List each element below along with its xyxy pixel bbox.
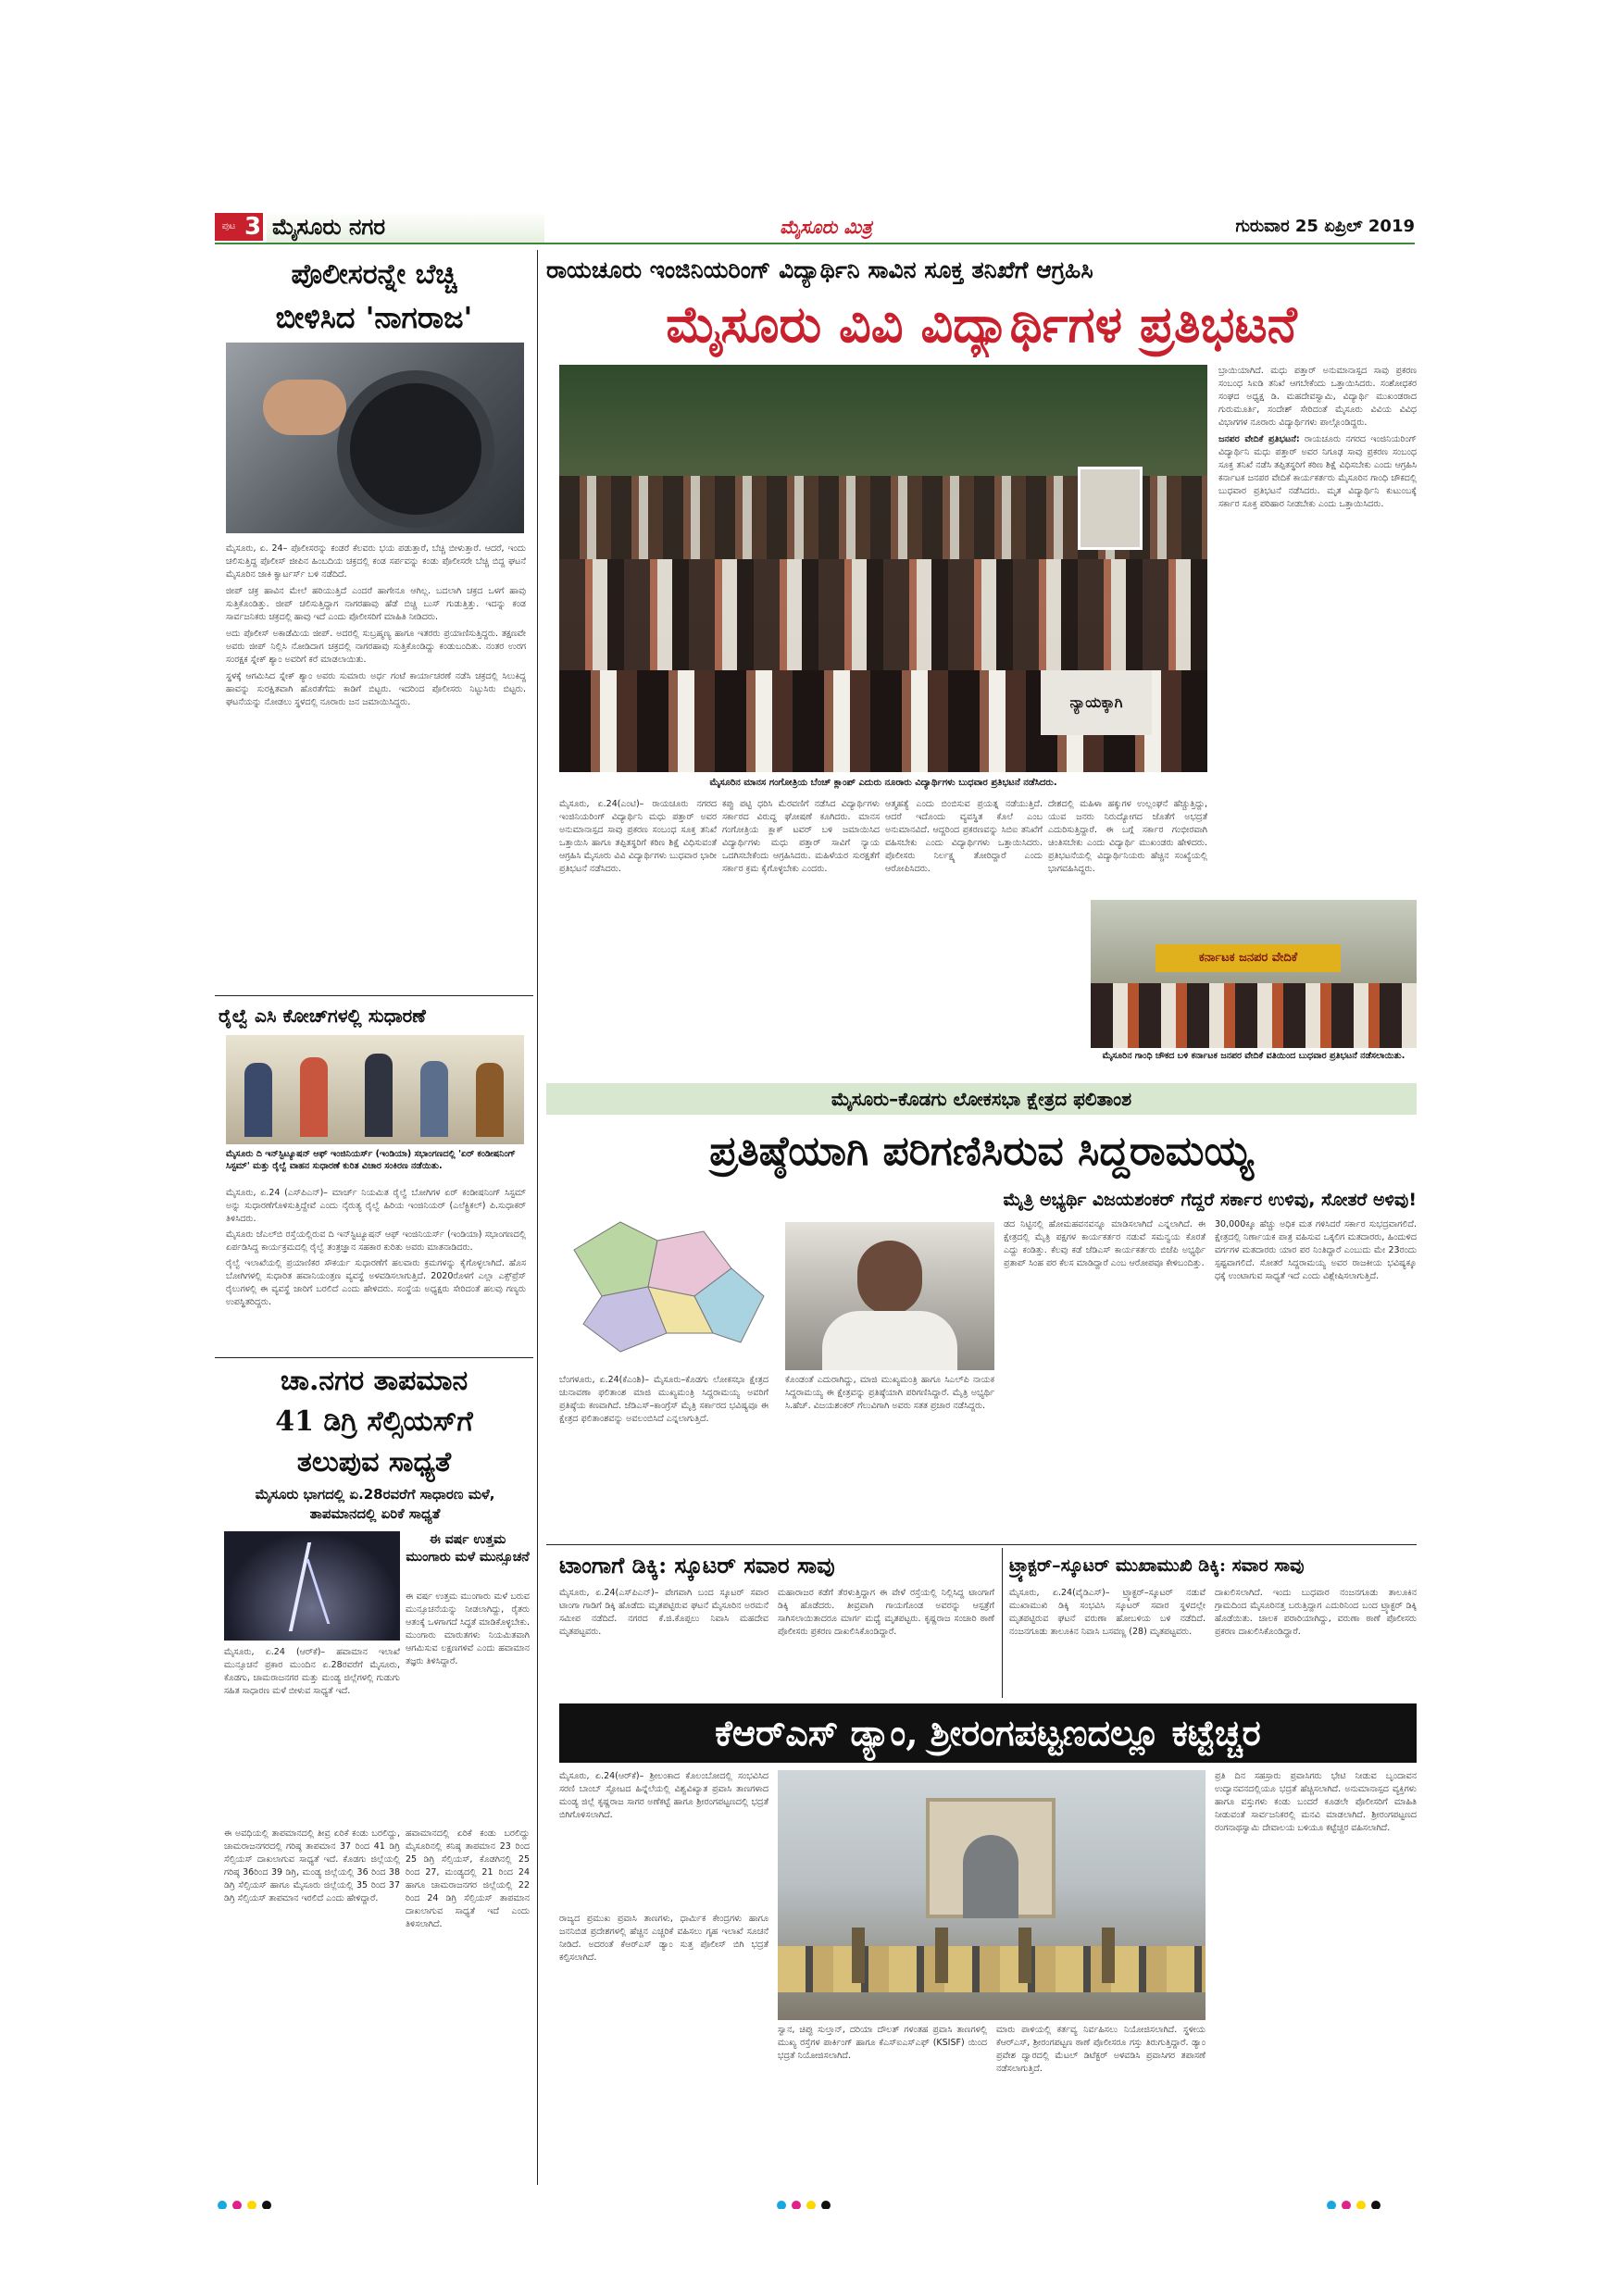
railway-headline: ರೈಲ್ವೆ ಎಸಿ ಕೋಚ್‌ಗಳಲ್ಲಿ ಸುಧಾರಣೆ bbox=[219, 1004, 426, 1027]
railway-body bbox=[226, 1187, 526, 1350]
krs-gate-arch bbox=[963, 1835, 1018, 1918]
police-para-3: ಅದು ಪೊಲೀಸ್ ಅಕಾಡೆಮಿಯ ಜೀಪ್. ಅದರಲ್ಲಿ ಸುಬ್ರಹ್ಮಣ್ಯ ಹಾಗೂ ಇತರರು ಪ್ರಯಾಣಿಸುತ್ತಿದ್ದರು. ತಕ್ಷಣವೇ ಅವರು ಜೀಪ್ ನಿಲ್ಲಿಸಿ ನೋಡಿದಾಗ ಚಕ್ರದಲ್ಲಿ ನಾಗರಹಾವು ಸುತ್ತಿಕೊಂಡಿದ್ದು ಕಂಡುಬಂದಿತು. ನಂತರ ಉರಗ ಸಂರಕ್ಷಕ ಸ್ನೇಕ್ ಶ್ಯಾಂ ಅವರಿಗೆ ಕರೆ ಮಾಡಲಾಯಿತು. bbox=[226, 629, 526, 665]
hand-shape bbox=[263, 380, 346, 435]
issue-date: ಗುರುವಾರ 25 ಏಪ್ರಿಲ್ 2019 bbox=[1235, 217, 1415, 236]
krs-col-2: ರಾಜ್ಯದ ಪ್ರಮುಖ ಪ್ರವಾಸಿ ತಾಣಗಳು, ಧಾರ್ಮಿಕ ಕೇಂದ್ರಗಳು ಹಾಗೂ ಜನನಿಬಿಡ ಪ್ರದೇಶಗಳಲ್ಲಿ ಹೆಚ್ಚಿನ ಎಚ್ಚರಿಕೆ ವಹಿಸಲು ಗೃಹ ಇಲಾಖೆ ಸೂಚನೆ ನೀಡಿದೆ. ಅದರಂತೆ ಕೆಆರ್‌ಎಸ್ ಡ್ಯಾಂ ಸುತ್ತ ಪೊಲೀಸ್ ಬಿಗಿ ಭದ್ರತೆ ಕಲ್ಪಿಸಲಾಗಿದೆ. bbox=[559, 1914, 768, 1963]
paper-logo: ಮೈಸೂರು ಮಿತ್ರ bbox=[780, 216, 872, 238]
temperature-top-rule bbox=[215, 1357, 533, 1358]
page-tag: ಪುಟ bbox=[215, 213, 243, 241]
election-banner: ಮೈಸೂರು–ಕೊಡಗು ಲೋಕಸಭಾ ಕ್ಷೇತ್ರದ ಫಲಿತಾಂಶ bbox=[546, 1083, 1417, 1115]
portrait-placard bbox=[1078, 467, 1143, 550]
lead-right-column bbox=[1218, 365, 1417, 794]
speaker-figure-5 bbox=[476, 1063, 504, 1137]
police-headline-line2: ಬೀಳಿಸಿದ 'ನಾಗರಾಜ' bbox=[275, 300, 473, 335]
lead-headline: ಮೈಸೂರು ವಿವಿ ವಿದ್ಯಾರ್ಥಿಗಳ ಪ್ರತಿಭಟನೆ bbox=[666, 294, 1297, 354]
temp-headline-line1: ಚಾ.ನಗರ ತಾಪಮಾನ bbox=[280, 1365, 468, 1397]
dot-magenta bbox=[232, 2201, 242, 2209]
registration-dots-center bbox=[774, 2196, 867, 2209]
lead-col-3: ಆತ್ಮಹತ್ಯೆ ಎಂದು ಬಿಂಬಿಸುವ ಪ್ರಯತ್ನ ನಡೆಯುತ್ತಿದೆ. ಆದರೆ ಇದೊಂದು ವ್ಯವಸ್ಥಿತ ಕೊಲೆ ಎಂಬ ಅನುಮಾನವಿದೆ. ಆದ್ದರಿಂದ ಪ್ರಕರಣವನ್ನು ಸಿಬಿಐ ತನಿಖೆಗೆ ವಹಿಸಬೇಕು ಎಂದು ವಿದ್ಯಾರ್ಥಿಗಳು ಒತ್ತಾಯಿಸಿದರು. ಪೊಲೀಸರು ನಿರ್ಲಕ್ಷ್ಯ ತೋರಿದ್ದಾರೆ ಎಂದು ಆರೋಪಿಸಿದರು. bbox=[885, 799, 1043, 874]
police-story bbox=[215, 250, 533, 991]
police-headline-line1: ಪೊಲೀಸರನ್ನೇ ಬೆಚ್ಚಿ bbox=[291, 258, 457, 291]
krs-col-3: ಮಾರು ಪಾಳಿಯಲ್ಲಿ ಕರ್ತವ್ಯ ನಿರ್ವಹಿಸಲು ನಿಯೋಜಿಸಲಾಗಿದೆ. ಸ್ಥಳೀಯ ಕೆಆರ್‌ಎಸ್, ಶ್ರೀರಂಗಪಟ್ಟಣ ಠಾಣೆ ಪೊಲೀಸರೂ ಗಸ್ತು ತಿರುಗುತ್ತಿದ್ದಾರೆ. ಡ್ಯಾಂ ಪ್ರವೇಶ ದ್ವಾರದಲ್ಲಿ ಮೆಟಲ್ ಡಿಟೆಕ್ಟರ್ ಅಳವಡಿಸಿ ಪ್ರವಾಸಿಗರ ತಪಾಸಣೆ ನಡೆಸಲಾಗುತ್ತಿದೆ. bbox=[996, 2025, 1206, 2074]
election-col-1: ಬೆಂಗಳೂರು, ಏ.24(ಕೆಎಂಶಿ)– ಮೈಸೂರು–ಕೊಡಗು ಲೋಕಸಭಾ ಕ್ಷೇತ್ರದ ಚುನಾವಣಾ ಫಲಿತಾಂಶ ಮಾಜಿ ಮುಖ್ಯಮಂತ್ರಿ ಸಿದ್ದರಾಮಯ್ಯ ಅವರಿಗೆ ಪ್ರತಿಷ್ಠೆಯ ಕಣವಾಗಿದೆ. ಜೆಡಿಎಸ್–ಕಾಂಗ್ರೆಸ್ ಮೈತ್ರಿ ಸರ್ಕಾರದ ಭವಿಷ್ಯವೂ ಈ ಕ್ಷೇತ್ರದ ಫಲಿತಾಂಶವನ್ನು ಅವಲಂಬಿಸಿದೆ ಎನ್ನಲಾಗುತ್ತಿದೆ. bbox=[559, 1375, 768, 1424]
page-masthead bbox=[215, 211, 1415, 243]
railway-story bbox=[215, 1000, 533, 1352]
protest-photo bbox=[559, 365, 1207, 772]
dot-cyan bbox=[218, 2201, 227, 2209]
speaker-figure-4 bbox=[420, 1061, 448, 1137]
dot-magenta bbox=[1342, 2201, 1351, 2209]
election-col-3: ಡದ ನಿಟ್ಟಿನಲ್ಲಿ ಹೋಮಹವನವನ್ನೂ ಮಾಡಿಸಲಾಗಿದೆ ಎನ್ನಲಾಗಿದೆ. ಈ ಕ್ಷೇತ್ರದಲ್ಲಿ ಮೈತ್ರಿ ಪಕ್ಷಗಳ ಕಾರ್ಯಕರ್ತರ ನಡುವೆ ಸಮನ್ವಯ ಕೊರತೆ ಎದ್ದು ಕಂಡಿತ್ತು. ಕೆಲವು ಕಡೆ ಜೆಡಿಎಸ್ ಕಾರ್ಯಕರ್ತರು ಬಿಜೆಪಿ ಅಭ್ಯರ್ಥಿ ಪ್ರತಾಪ್ ಸಿಂಹ ಪರ ಕೆಲಸ ಮಾಡಿದ್ದಾರೆ ಎಂಬ ಆರೋಪವೂ ಕೇಳಿಬಂದಿತ್ತು. bbox=[1004, 1219, 1206, 1268]
portrait-body bbox=[822, 1311, 957, 1370]
registration-dots-right bbox=[1324, 2196, 1417, 2209]
tyre-shape bbox=[337, 370, 494, 528]
election-col-4: 30,000ಕ್ಕೂ ಹೆಚ್ಚು ಅಧಿಕ ಮತ ಗಳಿಸಿದರೆ ಸರ್ಕಾರ ಸುಭದ್ರವಾಗಲಿದೆ. ಕ್ಷೇತ್ರದಲ್ಲಿ ನಿರ್ಣಾಯಕ ಪಾತ್ರ ವಹಿಸುವ ಒಕ್ಕಲಿಗ ಮತದಾರರು, ಹಿಂದುಳಿದ ವರ್ಗಗಳ ಮತದಾರರು ಯಾರ ಪರ ನಿಂತಿದ್ದಾರೆ ಎಂಬುದು ಮೇ 23ರಂದು ಸ್ಪಷ್ಟವಾಗಲಿದೆ. ಸೋತರೆ ಸಿದ್ದರಾಮಯ್ಯ ಅವರ ರಾಜಕೀಯ ಭವಿಷ್ಯಕ್ಕೂ ಧಕ್ಕೆ ಉಂಟಾಗುವ ಸಾಧ್ಯತೆ ಇದೆ ಎಂದು ವಿಶ್ಲೇಷಿಸಲಾಗುತ್ತಿದೆ. bbox=[1215, 1219, 1417, 1281]
dot-yellow bbox=[247, 2201, 256, 2209]
temp-headline-line2: 41 ಡಿಗ್ರಿ ಸೆಲ್ಸಿಯಸ್‌ಗೆ bbox=[275, 1405, 473, 1438]
tonga-col-1: ಮೈಸೂರು, ಏ.24(ಎಸ್‌ಪಿಎನ್)– ವೇಗವಾಗಿ ಬಂದ ಸ್ಕೂಟರ್ ಸವಾರ ಟಾಂಗಾ ಗಾಡಿಗೆ ಡಿಕ್ಕಿ ಹೊಡೆದು ಮೃತಪಟ್ಟಿರುವ ಘಟನೆ ಮೈಸೂರಿನ ಅರಮನೆ ಸಮೀಪ ನಡೆದಿದೆ. ನಗರದ ಕೆ.ಜಿ.ಕೊಪ್ಪಲು ನಿವಾಸಿ ಮಹದೇವ ಮೃತಪಟ್ಟವರು. bbox=[559, 1588, 768, 1637]
railway-para-1: ಮೈಸೂರು, ಏ.24 (ಎಸ್‌ಪಿಎನ್)– ಮಾರ್ಚ್ ನಿಯಮಿತ ರೈಲ್ವೆ ಬೋಗಿಗಳ ಏರ್ ಕಂಡೀಷನಿಂಗ್ ಸಿಸ್ಟಮ್ ಅನ್ನು ಸುಧಾರಣೆಗೊಳಿಸುತ್ತಿದ್ದೇವೆ ಎಂದು ನೈರುತ್ಯ ರೈಲ್ವೆ ಹಿರಿಯ ಇಂಜಿನಿಯರ್ (ಎಲೆಕ್ಟ್ರಿಕಲ್) ಪಿ.ಸುಧಾಕರ್ ತಿಳಿಸಿದರು. bbox=[226, 1188, 526, 1224]
krs-col-1: ಮೈಸೂರು, ಏ.24(ಆರ್‌ಕೆ)– ಶ್ರೀಲಂಕಾದ ಕೊಲಂಬೋದಲ್ಲಿ ಸಂಭವಿಸಿದ ಸರಣಿ ಬಾಂಬ್ ಸ್ಫೋಟದ ಹಿನ್ನೆಲೆಯಲ್ಲಿ ವಿಶ್ವವಿಖ್ಯಾತ ಪ್ರವಾಸಿ ತಾಣಗಳಾದ ಮಂಡ್ಯ ಜಿಲ್ಲೆ ಕೃಷ್ಣರಾಜ ಸಾಗರ ಅಣೆಕಟ್ಟೆ ಹಾಗೂ ಶ್ರೀರಂಗಪಟ್ಟಣದಲ್ಲಿ ಭದ್ರತೆ ಬಿಗಿಗೊಳಿಸಲಾಗಿದೆ. bbox=[559, 1771, 768, 1820]
lead-kicker: ರಾಯಚೂರು ಇಂಜಿನಿಯರಿಂಗ್ ವಿದ್ಯಾರ್ಥಿನಿ ಸಾವಿನ ಸೂಕ್ತ ತನಿಖೆಗೆ ಆಗ್ರಹಿಸಿ bbox=[546, 256, 1093, 283]
police-para-4: ಸ್ಥಳಕ್ಕೆ ಆಗಮಿಸಿದ ಸ್ನೇಕ್ ಶ್ಯಾಂ ಅವರು ಸುಮಾರು ಅರ್ಧ ಗಂಟೆ ಕಾರ್ಯಾಚರಣೆ ನಡೆಸಿ ಚಕ್ರದಲ್ಲಿ ಸಿಲುಕಿದ್ದ ಹಾವನ್ನು ಸುರಕ್ಷಿತವಾಗಿ ಹೊರತೆಗೆದು ಕಾಡಿಗೆ ಬಿಟ್ಟರು. ಇದರಿಂದ ಪೊಲೀಸರು ನಿಟ್ಟುಸಿರು ಬಿಟ್ಟರು. ಘಟನೆಯನ್ನು ನೋಡಲು ಸ್ಥಳದಲ್ಲಿ ನೂರಾರು ಜನ ಜಮಾಯಿಸಿದ್ದರು. bbox=[226, 671, 526, 707]
dot-black bbox=[262, 2201, 271, 2209]
lead-right-subhead: ಜನಪರ ವೇದಿಕೆ ಪ್ರತಿಭಟನೆ: bbox=[1218, 434, 1300, 444]
snake-photo bbox=[226, 343, 524, 533]
speaker-figure-1 bbox=[244, 1063, 272, 1137]
temp-body-left bbox=[224, 1646, 400, 1824]
dot-cyan bbox=[1327, 2201, 1336, 2209]
dot-black bbox=[1371, 2201, 1380, 2209]
election-headline: ಪ್ರತಿಷ್ಠೆಯಾಗಿ ಪರಿಗಣಿಸಿರುವ ಸಿದ್ದರಾಮಯ್ಯ bbox=[709, 1128, 1254, 1175]
speaker-figure-2 bbox=[300, 1057, 328, 1137]
railway-caption: ಮೈಸೂರು ದಿ ಇನ್‌ಸ್ಟಿಟ್ಯೂಷನ್ ಆಫ್ ಇಂಜಿನಿಯರ್ಸ್ (ಇಂಡಿಯಾ) ಸಭಾಂಗಣದಲ್ಲಿ 'ಏರ್ ಕಂಡೀಷನಿಂಗ್ ಸಿಸ್ಟಮ್' ಮತ್ತು ರೈಲ್ವೆ ವಾಹನ ಸುಧಾರಣೆ ಕುರಿತ ವಿಚಾರ ಸಂಕಿರಣ ನಡೆಯಿತು. bbox=[226, 1149, 516, 1171]
lightning-photo bbox=[224, 1531, 400, 1641]
temp-para-3: ಹವಾಮಾನದಲ್ಲಿ ಏರಿಕೆ ಕಂಡು ಬರಲಿದ್ದು ಮೈಸೂರಿನಲ್ಲಿ ಕನಿಷ್ಠ ತಾಪಮಾನ 23 ರಿಂದ 25 ಡಿಗ್ರಿ ಸೆಲ್ಸಿಯಸ್, ಕೊಡಗಿನಲ್ಲಿ 25 ರಿಂದ 27, ಮಂಡ್ಯದಲ್ಲಿ 21 ರಿಂದ 24 ಹಾಗೂ ಚಾಮರಾಜನಗರ ಜಿಲ್ಲೆಯಲ್ಲಿ 22 ರಿಂದ 24 ಡಿಗ್ರಿ ಸೆಲ್ಸಿಯಸ್ ತಾಪಮಾನ ದಾಖಲಾಗುವ ಸಾಧ್ಯತೆ ಇದೆ ಎಂದು ತಿಳಿಸಲಾಗಿದೆ. bbox=[406, 1828, 530, 1929]
dot-magenta bbox=[792, 2201, 801, 2209]
tonga-col-2: ಮಹಾರಾಜರ ಕಡೆಗೆ ತೆರಳುತ್ತಿದ್ದಾಗ ಈ ವೇಳೆ ರಸ್ತೆಯಲ್ಲಿ ನಿಲ್ಲಿಸಿದ್ದ ಟಾಂಗಾಗೆ ಡಿಕ್ಕಿ ಹೊಡೆದರು. ತೀವ್ರವಾಗಿ ಗಾಯಗೊಂಡ ಅವರನ್ನು ಆಸ್ಪತ್ರೆಗೆ ಸಾಗಿಸಲಾಯಿತಾದರೂ ಮಾರ್ಗ ಮಧ್ಯೆ ಮೃತಪಟ್ಟರು. ಕೃಷ್ಣರಾಜ ಸಂಚಾರಿ ಠಾಣೆ ಪೊಲೀಸರು ಪ್ರಕರಣ ದಾಖಲಿಸಿಕೊಂಡಿದ್ದಾರೆ. bbox=[778, 1588, 994, 1637]
tractor-col-1: ಮೈಸೂರು, ಏ.24(ವೈಡಿಎಸ್)– ಟ್ರ್ಯಾಕ್ಟರ್–ಸ್ಕೂಟರ್ ನಡುವೆ ಮುಖಾಮುಖಿ ಡಿಕ್ಕಿ ಸಂಭವಿಸಿ ಸ್ಕೂಟರ್ ಸವಾರ ಸ್ಥಳದಲ್ಲೇ ಮೃತಪಟ್ಟಿರುವ ಘಟನೆ ವರುಣಾ ಹೋಬಳಿಯ ಬಳಿ ನಡೆದಿದೆ. ನಂಜನಗೂಡು ತಾಲೂಕಿನ ನಿವಾಸಿ ಬಸವಣ್ಣ (28) ಮೃತಪಟ್ಟವರು. bbox=[1009, 1588, 1206, 1637]
lead-right-para-1: ಬ್ರಾಯಿಯಾಗಿದೆ. ಮಧು ಪತ್ತಾರ್ ಅನುಮಾನಾಸ್ಪದ ಸಾವು ಪ್ರಕರಣ ಸಂಬಂಧ ಸಿಐಡಿ ತನಿಖೆ ಆಗಬೇಕೆಂದು ಒತ್ತಾಯಿಸಿದರು. ಸಂಶೋಧಕರ ಸಂಘದ ಅಧ್ಯಕ್ಷ ಡಿ. ಮಹದೇವಸ್ವಾಮಿ, ವಿದ್ಯಾರ್ಥಿ ಮುಖಂಡರಾದ ಗುರುಮೂರ್ತಿ, ಸಂದೇಶ್ ಸೇರಿದಂತೆ ಮೈಸೂರು ವಿವಿಯ ವಿವಿಧ ವಿಭಾಗಗಳ ನೂರಾರು ವಿದ್ಯಾರ್ಥಿಗಳು ಪಾಲ್ಗೊಂಡಿದ್ದರು. bbox=[1218, 366, 1417, 428]
krs-headline: ಕೆಆರ್‌ಎಸ್ ಡ್ಯಾಂ, ಶ್ರೀರಂಗಪಟ್ಟಣದಲ್ಲೂ ಕಟ್ಟೆಚ್ಚರ bbox=[559, 1703, 1417, 1763]
election-col-2: ಕೊಂಡಂತೆ ಎದುರಾಗಿದ್ದು, ಮಾಜಿ ಮುಖ್ಯಮಂತ್ರಿ ಹಾಗೂ ಸಿಎಲ್‌ಪಿ ನಾಯಕ ಸಿದ್ದರಾಮಯ್ಯ ಈ ಕ್ಷೇತ್ರವನ್ನು ಪ್ರತಿಷ್ಠೆಯಾಗಿ ಪರಿಗಣಿಸಿದ್ದಾರೆ. ಮೈತ್ರಿ ಅಭ್ಯರ್ಥಿ ಸಿ.ಹೆಚ್. ವಿಜಯಶಂಕರ್ ಗೆಲುವಿಗಾಗಿ ಅವರು ಸತತ ಪ್ರಚಾರ ನಡೆಸಿದ್ದರು. bbox=[785, 1375, 994, 1411]
police-officers bbox=[815, 1928, 1167, 1983]
section-title: ಮೈಸೂರು ನಗರ bbox=[267, 211, 544, 243]
police-para-2: ಜೀಪ್ ಚಕ್ರ ಹಾವಿನ ಮೇಲೆ ಹರಿಯುತ್ತಿದೆ ಎಂದರೆ ಹಾಗೇನೂ ಆಗಿಲ್ಲ. ಬದಲಾಗಿ ಚಕ್ರದ ಒಳಗೆ ಹಾವು ಸುತ್ತಿಕೊಂಡಿತ್ತು. ಜೀಪ್ ಚಲಿಸುತ್ತಿದ್ದಾಗ ನಾಗರಹಾವು ಹೆಡೆ ಬಿಚ್ಚಿ ಬುಸ್ ಗುಡುತ್ತಿತ್ತು. ಇದನ್ನು ಕಂಡ ಸಾರ್ವಜನಿಕರು ಚಕ್ರದಲ್ಲಿ ಹಾವು ಇದೆ ಎಂದು ಪೊಲೀಸರಿಗೆ ಮಾಹಿತಿ ನೀಡಿದರು. bbox=[226, 586, 526, 622]
krs-photo bbox=[778, 1770, 1206, 2020]
page-number: 3 bbox=[244, 213, 262, 241]
lead-right-para-2: ರಾಯಚೂರು ನಗರದ ಇಂಜಿನಿಯರಿಂಗ್ ವಿದ್ಯಾರ್ಥಿನಿ ಮಧು ಪತ್ತಾರ್ ಅವರ ನಿಗೂಢ ಸಾವು ಪ್ರಕರಣ ಸಂಬಂಧ ಸೂಕ್ತ ತನಿಖೆ ನಡೆಸಿ ತಪ್ಪಿತಸ್ಥರಿಗೆ ಕಠಿಣ ಶಿಕ್ಷೆ ವಿಧಿಸಬೇಕು ಎಂದು ಆಗ್ರಹಿಸಿ ಕರ್ನಾಟಕ ಜನಪರ ವೇದಿಕೆ ಕಾರ್ಯಕರ್ತರು ಮೈಸೂರಿನ ಗಾಂಧಿ ಚೌಕದಲ್ಲಿ ಬುಧವಾರ ಪ್ರತಿಭಟನೆ ನಡೆಸಿದರು. ಮೃತ ವಿದ್ಯಾರ್ಥಿನಿ ಕುಟುಂಬಕ್ಕೆ ಸರ್ಕಾರ ಸೂಕ್ತ ಪರಿಹಾರ ನೀಡಬೇಕು ಎಂದು ಒತ್ತಾಯಿಸಿದರು. bbox=[1218, 434, 1417, 509]
lead-col-1: ಮೈಸೂರು, ಏ.24(ಎಂಟಿ)– ರಾಯಚೂರು ನಗರದ ಇಂಜಿನಿಯರಿಂಗ್ ವಿದ್ಯಾರ್ಥಿನಿ ಮಧು ಪತ್ತಾರ್ ಅವರ ಅನುಮಾನಾಸ್ಪದ ಸಾವು ಪ್ರಕರಣ ಸಂಬಂಧ ಸೂಕ್ತ ತನಿಖೆ ಒತ್ತಾಯಿಸಿ ಹಾಗೂ ತಪ್ಪಿತಸ್ಥರಿಗೆ ಕಠಿಣ ಶಿಕ್ಷೆ ವಿಧಿಸುವಂತೆ ಆಗ್ರಹಿಸಿ ಮೈಸೂರು ವಿವಿ ವಿದ್ಯಾರ್ಥಿಗಳು ಬುಧವಾರ ಭಾರೀ ಪ್ರತಿಭಟನೆ ನಡೆಸಿದರು. bbox=[559, 799, 717, 874]
dot-cyan bbox=[777, 2201, 786, 2209]
lightning-bolt-branch bbox=[306, 1559, 331, 1624]
temp-headline-line3: ತಲುಪುವ ಸಾಧ್ಯತೆ bbox=[296, 1446, 452, 1479]
railway-para-2: ಮೈಸೂರು ಜೆಎಲ್‌ಬಿ ರಸ್ತೆಯಲ್ಲಿರುವ ದಿ ಇನ್‌ಸ್ಟಿಟ್ಯೂಷನ್ ಆಫ್ ಇಂಜಿನಿಯರ್ಸ್ (ಇಂಡಿಯಾ) ಸಭಾಂಗಣದಲ್ಲಿ ಏರ್ಪಡಿಸಿದ್ದ ಕಾರ್ಯಕ್ರಮದಲ್ಲಿ ರೈಲ್ವೆ ತಂತ್ರಜ್ಞಾನ ಸಹಕಾರ ಕುರಿತು ಅವರು ಮಾತನಾಡಿದರು. bbox=[226, 1229, 526, 1253]
temp-para-1: ಮೈಸೂರು, ಏ.24 (ಆರ್‌ಕೆ)– ಹವಾಮಾನ ಇಲಾಖೆ ಮುನ್ಸೂಚನೆ ಪ್ರಕಾರ ಮುಂದಿನ ಏ.28ರವರೆಗೆ ಮೈಸೂರು, ಕೊಡಗು, ಚಾಮರಾಜನಗರ ಮತ್ತು ಮಂಡ್ಯ ಜಿಲ್ಲೆಗಳಲ್ಲಿ ಗುಡುಗು ಸಹಿತ ಸಾಧಾರಣ ಮಳೆ ಬೀಳುವ ಸಾಧ್ಯತೆ ಇದೆ. bbox=[224, 1647, 400, 1696]
railway-photo bbox=[226, 1035, 524, 1144]
temp-body-right bbox=[406, 1828, 530, 2179]
railway-top-rule bbox=[215, 995, 533, 996]
temp-body-continued bbox=[224, 1828, 400, 2179]
tonga-headline: ಟಾಂಗಾಗೆ ಡಿಕ್ಕಿ: ಸ್ಕೂಟರ್ ಸವಾರ ಸಾವು bbox=[559, 1552, 835, 1578]
krs-col-4: ಪ್ರತಿ ದಿನ ಸಹಸ್ರಾರು ಪ್ರವಾಸಿಗರು ಭೇಟಿ ನೀಡುವ ಬೃಂದಾವನ ಉದ್ಯಾನವನದಲ್ಲಿಯೂ ಭದ್ರತೆ ಹೆಚ್ಚಿಸಲಾಗಿದೆ. ಅನುಮಾನಾಸ್ಪದ ವ್ಯಕ್ತಿಗಳು ಹಾಗೂ ವಸ್ತುಗಳು ಕಂಡು ಬಂದರೆ ಕೂಡಲೇ ಪೊಲೀಸರಿಗೆ ಮಾಹಿತಿ ನೀಡುವಂತೆ ಸಾರ್ವಜನಿಕರಲ್ಲಿ ಮನವಿ ಮಾಡಲಾಗಿದೆ. ಶ್ರೀರಂಗಪಟ್ಟಣದ ರಂಗನಾಥಸ್ವಾಮಿ ದೇವಾಲಯ ಬಳಿಯೂ ಕಟ್ಟೆಚ್ಚರ ವಹಿಸಲಾಗಿದೆ. bbox=[1215, 1771, 1417, 1833]
police-para-1: ಮೈಸೂರು, ಏ. 24– ಪೊಲೀಸರನ್ನು ಕಂಡರೆ ಕೆಲವರು ಭಯ ಪಡುತ್ತಾರೆ, ಬೆಚ್ಚಿ ಬೀಳುತ್ತಾರೆ. ಆದರೆ, ಇಂದು ಚಲಿಸುತ್ತಿದ್ದ ಪೊಲೀಸ್ ಜೀಪಿನ ಹಿಂಬದಿಯ ಚಕ್ರದಲ್ಲಿ ಕಂಡ ಸರ್ಪವನ್ನು ಕಂಡು ಪೊಲೀಸರೇ ಬೆಚ್ಚಿ ಬಿದ್ದ ಘಟನೆ ಮೈಸೂರಿನ ಜಾಕಿ ಕ್ವಾರ್ಟರ್ಸ್ ಬಳಿ ನಡೆದಿದೆ. bbox=[226, 543, 526, 580]
election-subhead: ಮೈತ್ರಿ ಅಭ್ಯರ್ಥಿ ವಿಜಯಶಂಕರ್ ಗೆದ್ದರೆ ಸರ್ಕಾರ ಉಳಿವು, ಸೋತರೆ ಅಳಿವು! bbox=[1003, 1190, 1417, 1210]
police-body bbox=[226, 543, 526, 987]
lightning-bolt bbox=[289, 1542, 311, 1631]
masthead-rule bbox=[215, 243, 1415, 244]
temp-subhead: ಮೈಸೂರು ಭಾಗದಲ್ಲಿ ಏ.28ರವರೆಗೆ ಸಾಧಾರಣ ಮಳೆ, ತಾಪಮಾನದಲ್ಲಿ ಏರಿಕೆ ಸಾಧ್ಯತೆ bbox=[255, 1486, 495, 1522]
map-region-1 bbox=[574, 1222, 657, 1296]
accidents-top-rule bbox=[546, 1544, 1417, 1545]
monsoon-sidebar-body: ಈ ವರ್ಷ ಉತ್ತಮ ಮುಂಗಾರು ಮಳೆ ಬರುವ ಮುನ್ಸೂಚನೆಯನ್ನು ನೀಡಲಾಗಿದ್ದು, ರೈತರು ಆತಂಕ್ಕೆ ಒಳಗಾಗದೆ ಸಿದ್ಧತೆ ಮಾಡಿಕೊಳ್ಳಬೇಕು. ಮುಂಗಾರು ಮಾರುತಗಳು ನಿಯಮಿತವಾಗಿ ಆಗಮಿಸುವ ಲಕ್ಷಣಗಳಿವೆ ಎಂದು ಹವಾಮಾನ ತಜ್ಞರು ತಿಳಿಸಿದ್ದಾರೆ. bbox=[406, 1591, 530, 1666]
inset-caption: ಮೈಸೂರಿನ ಗಾಂಧಿ ಚೌಕದ ಬಳಿ ಕರ್ನಾಟಕ ಜನಪರ ವೇದಿಕೆ ವತಿಯಿಂದ ಬುಧವಾರ ಪ್ರತಿಭಟನೆ ನಡೆಸಲಾಯಿತು. bbox=[1102, 1051, 1405, 1061]
accidents-divider bbox=[1002, 1548, 1003, 1698]
dot-yellow bbox=[1356, 2201, 1366, 2209]
tractor-headline: ಟ್ರ್ಯಾಕ್ಟರ್–ಸ್ಕೂಟರ್ ಮುಖಾಮುಖಿ ಡಿಕ್ಕಿ: ಸವಾರ ಸಾವು bbox=[1009, 1555, 1305, 1576]
constituency-map-svg bbox=[556, 1194, 778, 1370]
lead-col-4: ದೇಶದಲ್ಲಿ ಮಹಿಳಾ ಹಕ್ಕುಗಳ ಉಲ್ಲಂಘನೆ ಹೆಚ್ಚುತ್ತಿದ್ದು, ಯುವ ಜನರು ನಿರುದ್ಯೋಗದ ಜೊತೆಗೆ ಅಭದ್ರತೆ ಎದುರಿಸುತ್ತಿದ್ದಾರೆ. ಈ ಬಗ್ಗೆ ಸರ್ಕಾರ ಗಂಭೀರವಾಗಿ ಚಿಂತಿಸಬೇಕು ಎಂದು ವಿದ್ಯಾರ್ಥಿ ಮುಖಂಡರು ಹೇಳಿದರು. ಪ್ರತಿಭಟನೆಯಲ್ಲಿ ವಿದ್ಯಾರ್ಥಿನಿಯರು ಹೆಚ್ಚಿನ ಸಂಖ್ಯೆಯಲ್ಲಿ ಭಾಗವಹಿಸಿದ್ದರು. bbox=[1048, 799, 1207, 874]
registration-dots-left bbox=[215, 2196, 307, 2209]
railway-para-3: ರೈಲ್ವೆ ಇಲಾಖೆಯಲ್ಲಿ ಪ್ರಯಾಣಿಕರ ಸೌಕರ್ಯ ಸುಧಾರಣೆಗೆ ಹಲವಾರು ಕ್ರಮಗಳನ್ನು ಕೈಗೊಳ್ಳಲಾಗಿದೆ. ಹೊಸ ಬೋಗಿಗಳಲ್ಲಿ ಸುಧಾರಿತ ಹವಾನಿಯಂತ್ರಣ ವ್ಯವಸ್ಥೆ ಅಳವಡಿಸಲಾಗುತ್ತಿದೆ. 2020ರೊಳಗೆ ಎಲ್ಲಾ ಎಕ್ಸ್‌ಪ್ರೆಸ್ ರೈಲುಗಳಲ್ಲಿ ಈ ವ್ಯವಸ್ಥೆ ಜಾರಿಗೆ ಬರಲಿದೆ ಎಂದು ಹೇಳಿದರು. ಸಂಸ್ಥೆಯ ಅಧ್ಯಕ್ಷರು ಸೇರಿದಂತೆ ಹಲವು ಗಣ್ಯರು ಉಪಸ್ಥಿತರಿದ್ದರು. bbox=[226, 1258, 526, 1307]
portrait-head bbox=[857, 1241, 922, 1315]
placard: ನ್ಯಾಯಕ್ಕಾಗಿ bbox=[1041, 670, 1152, 735]
constituency-map bbox=[556, 1194, 778, 1370]
dot-black bbox=[821, 2201, 831, 2209]
dot-yellow bbox=[806, 2201, 816, 2209]
tractor-col-2: ದಾಖಲಿಸಲಾಗಿದೆ. ಇಂದು ಬುಧವಾರ ನಂಜನಗೂಡು ತಾಲೂಕಿನ ಗ್ರಾಮದಿಂದ ಮೈಸೂರಿನತ್ತ ಬರುತ್ತಿದ್ದಾಗ ಎದುರಿನಿಂದ ಬಂದ ಟ್ರ್ಯಾಕ್ಟರ್ ಡಿಕ್ಕಿ ಹೊಡೆಯಿತು. ಚಾಲಕ ಪರಾರಿಯಾಗಿದ್ದು, ವರುಣಾ ಠಾಣೆ ಪೊಲೀಸರು ಪ್ರಕರಣ ದಾಖಲಿಸಿಕೊಂಡಿದ್ದಾರೆ. bbox=[1215, 1588, 1417, 1637]
siddaramaiah-photo bbox=[785, 1222, 994, 1370]
krs-photo-caption: ಸ್ವಾನ, ಚಿಪ್ಪು ಸುಲ್ತಾನ್, ದರಿಯಾ ದೌಲತ್ ಗಳಂತಹ ಪ್ರವಾಸಿ ತಾಣಗಳಲ್ಲಿ ಮುಖ್ಯ ರಸ್ತೆಗಳ ಪಾರ್ಕಿಂಗ್ ಹಾಗೂ ಕೆಎಸ್‌ಐಎಸ್‌ಎಫ್ (KSISF) ಯಿಂದ ಭದ್ರತೆ ನಿಯೋಜಿಸಲಾಗಿದೆ. bbox=[778, 2025, 987, 2061]
lead-col-2: ಕಪ್ಪು ಪಟ್ಟಿ ಧರಿಸಿ ಮೆರವಣಿಗೆ ನಡೆಸಿದ ವಿದ್ಯಾರ್ಥಿಗಳು ಸರ್ಕಾರದ ವಿರುದ್ಧ ಘೋಷಣೆ ಕೂಗಿದರು. ಮಾನಸ ಗಂಗೋತ್ರಿಯ ಕ್ಲಾಕ್ ಟವರ್ ಬಳಿ ಜಮಾಯಿಸಿದ ವಿದ್ಯಾರ್ಥಿಗಳು ಮಧು ಪತ್ತಾರ್ ಸಾವಿಗೆ ನ್ಯಾಯ ಒದಗಿಸಬೇಕೆಂದು ಆಗ್ರಹಿಸಿದರು. ಮಹಿಳೆಯರ ಸುರಕ್ಷತೆಗೆ ಸರ್ಕಾರ ಕ್ರಮ ಕೈಗೊಳ್ಳಬೇಕು ಎಂದರು. bbox=[722, 799, 880, 874]
crowd-band-2 bbox=[559, 559, 1207, 670]
monsoon-sidebar bbox=[406, 1531, 530, 1820]
inset-protest-photo bbox=[1091, 900, 1417, 1048]
speaker-figure-3 bbox=[365, 1054, 393, 1137]
monsoon-sidebar-title: ಈ ವರ್ಷ ಉತ್ತಮ ಮುಂಗಾರು ಮಳೆ ಮುನ್ಸೂಚನೆ bbox=[406, 1532, 530, 1565]
protest-photo-caption: ಮೈಸೂರಿನ ಮಾನಸ ಗಂಗೋತ್ರಿಯ ಬೆಂಚ್ ಕ್ಲಾಂಪ್ ಎದುರು ನೂರಾರು ವಿದ್ಯಾರ್ಥಿಗಳು ಬುಧವಾರ ಪ್ರತಿಭಟನೆ ನಡೆಸಿದರು. bbox=[709, 778, 1057, 788]
temp-para-2: ಈ ಅವಧಿಯಲ್ಲಿ ತಾಪಮಾನದಲ್ಲಿ ತೀವ್ರ ಏರಿಕೆ ಕಂಡು ಬರಲಿದ್ದು, ಚಾಮರಾಜನಗರದಲ್ಲಿ ಗರಿಷ್ಠ ತಾಪಮಾನ 37 ರಿಂದ 41 ಡಿಗ್ರಿ ಸೆಲ್ಸಿಯಸ್ ದಾಖಲಾಗುವ ಸಾಧ್ಯತೆ ಇದೆ. ಕೊಡಗು ಜಿಲ್ಲೆಯಲ್ಲಿ ಗರಿಷ್ಠ 36ರಿಂದ 39 ಡಿಗ್ರಿ, ಮಂಡ್ಯ ಜಿಲ್ಲೆಯಲ್ಲಿ 36 ರಿಂದ 38 ಡಿಗ್ರಿ ಸೆಲ್ಸಿಯಸ್ ಹಾಗೂ ಮೈಸೂರು ಜಿಲ್ಲೆಯಲ್ಲಿ 35 ರಿಂದ 37 ಡಿಗ್ರಿ ಸೆಲ್ಸಿಯಸ್ ತಾಪಮಾನ ಇರಲಿದೆ ಎಂದು ಹೇಳಿದ್ದಾರೆ. bbox=[224, 1828, 400, 1903]
inset-banner: ಕರ್ನಾಟಕ ಜನಪರ ವೇದಿಕೆ bbox=[1156, 944, 1341, 972]
temperature-story bbox=[215, 1361, 533, 1824]
inset-crowd bbox=[1091, 983, 1417, 1048]
left-column-divider bbox=[537, 250, 538, 2185]
